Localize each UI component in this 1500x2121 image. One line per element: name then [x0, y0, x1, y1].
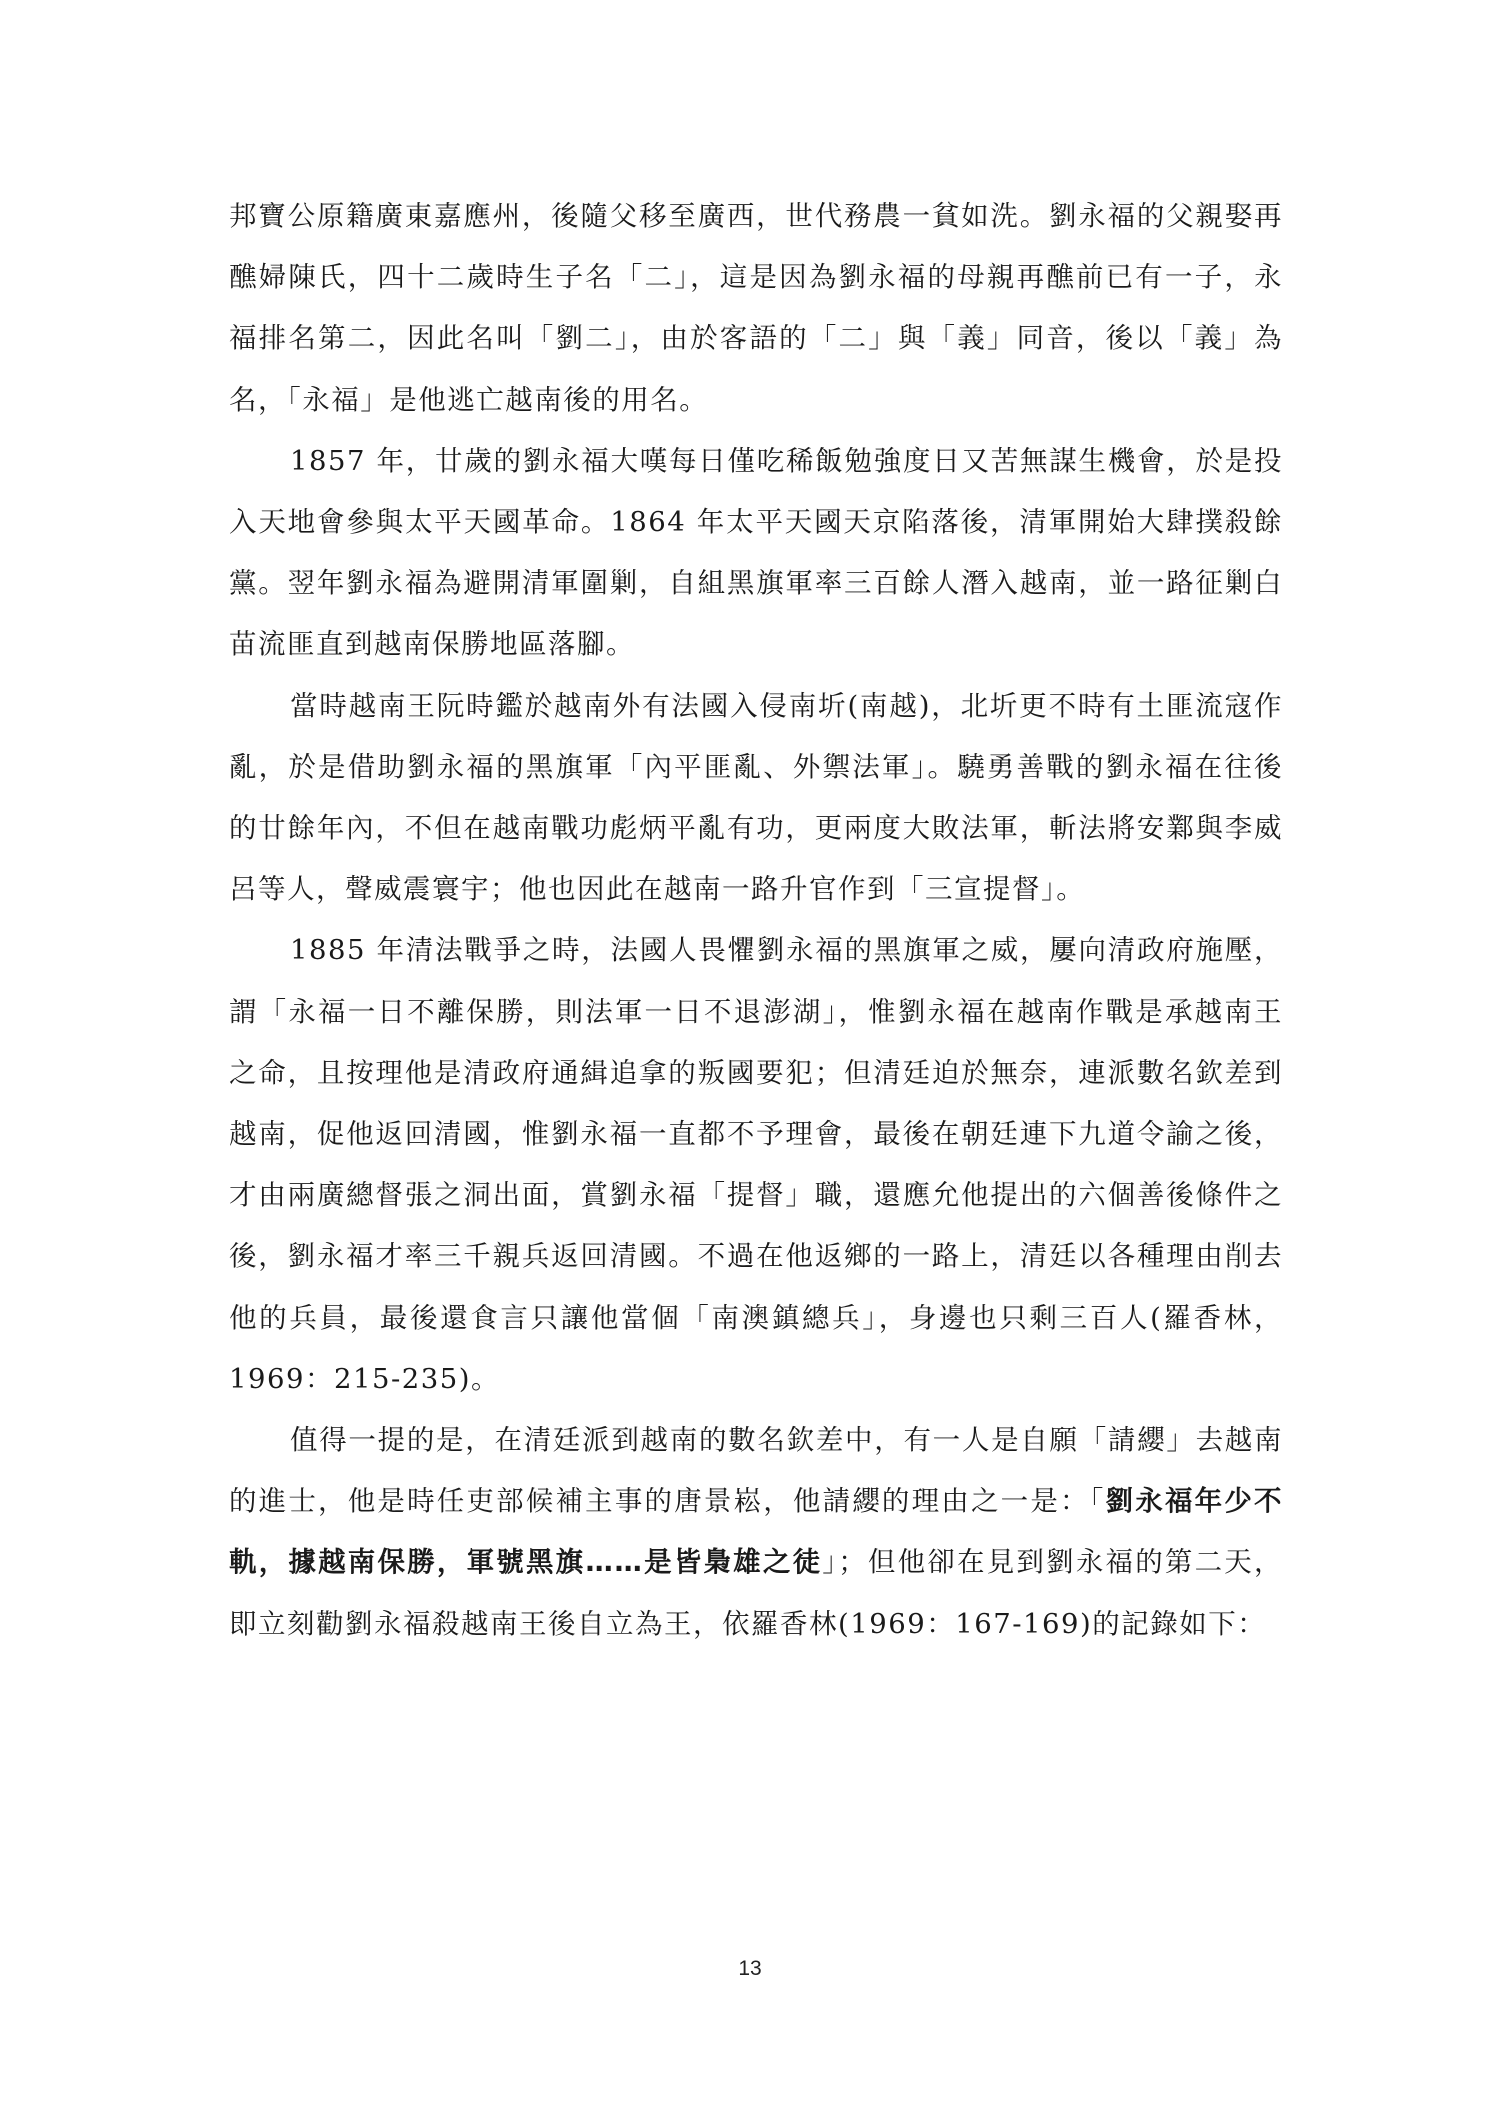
- paragraph-4: 1885 年清法戰爭之時，法國人畏懼劉永福的黑旗軍之威，屢向清政府施壓，謂「永福一日不離保勝，則法軍一日不退澎湖」，惟劉永福在越南作戰是承越南王之命，且按理他是清政府通緝追拿的叛國要犯；但清廷迫於無奈，連派數名欽差到越南，促他返回清國，惟劉永福一直都不予理會，最後在朝廷連下九道令諭之後，才由兩廣總督張之洞出面，賞劉永福「提督」職，還應允他提出的六個善後條件之後，劉永福才率三千親兵返回清國。不過在他返鄉的一路上，清廷以各種理由削去他的兵員，最後還食言只讓他當個「南澳鎮總兵」，身邊也只剩三百人(羅香林，1969：215-235)。: [229, 934, 1283, 1395]
- quoted-bold-text: 劉永福年少不軌，據越南保勝，軍號黑旗……是皆梟雄之徒: [229, 1485, 1284, 1579]
- paragraph-5-text-before: 值得一提的是，在清廷派到越南的數名欽差中，有一人是自願「請纓」去越南的進士，他是時任吏部候補主事的唐景崧，他請纓的理由之一是：「: [229, 1424, 1283, 1518]
- paragraph-1: 邦寶公原籍廣東嘉應州，後隨父移至廣西，世代務農一貧如洗。劉永福的父親娶再醮婦陳氏，四十二歲時生子名「二」，這是因為劉永福的母親再醮前已有一子，永福排名第二，因此名叫「劉二」，由於客語的「二」與「義」同音，後以「義」為名，「永福」是他逃亡越南後的用名。: [229, 200, 1283, 416]
- paragraph-3: 當時越南王阮時鑑於越南外有法國入侵南圻(南越)，北圻更不時有土匪流寇作亂，於是借助劉永福的黑旗軍「內平匪亂、外禦法軍」。驍勇善戰的劉永福在往後的廿餘年內，不但在越南戰功彪炳平亂有功，更兩度大敗法軍，斬法將安鄴與李威呂等人，聲威震寰宇；他也因此在越南一路升官作到「三宣提督」。: [229, 689, 1283, 906]
- paragraph-2: 1857 年，廿歲的劉永福大嘆每日僅吃稀飯勉強度日又苦無謀生機會，於是投入天地會參與太平天國革命。1864 年太平天國天京陷落後，清軍開始大肆撲殺餘黨。翌年劉永福為避開清軍圍剿，自組黑旗軍率三百餘人潛入越南，並一路征剿白苗流匪直到越南保勝地區落腳。: [229, 444, 1283, 661]
- paragraph-5: [229, 1410, 1283, 1655]
- page-number: 13: [738, 1957, 762, 1980]
- body-text: [229, 186, 1283, 1655]
- paragraph-5-text-after: 」；但他卻在見到劉永福的第二天，即立刻勸劉永福殺越南王後自立為王，依羅香林(1969：167-169)的記錄如下：: [229, 1546, 1284, 1640]
